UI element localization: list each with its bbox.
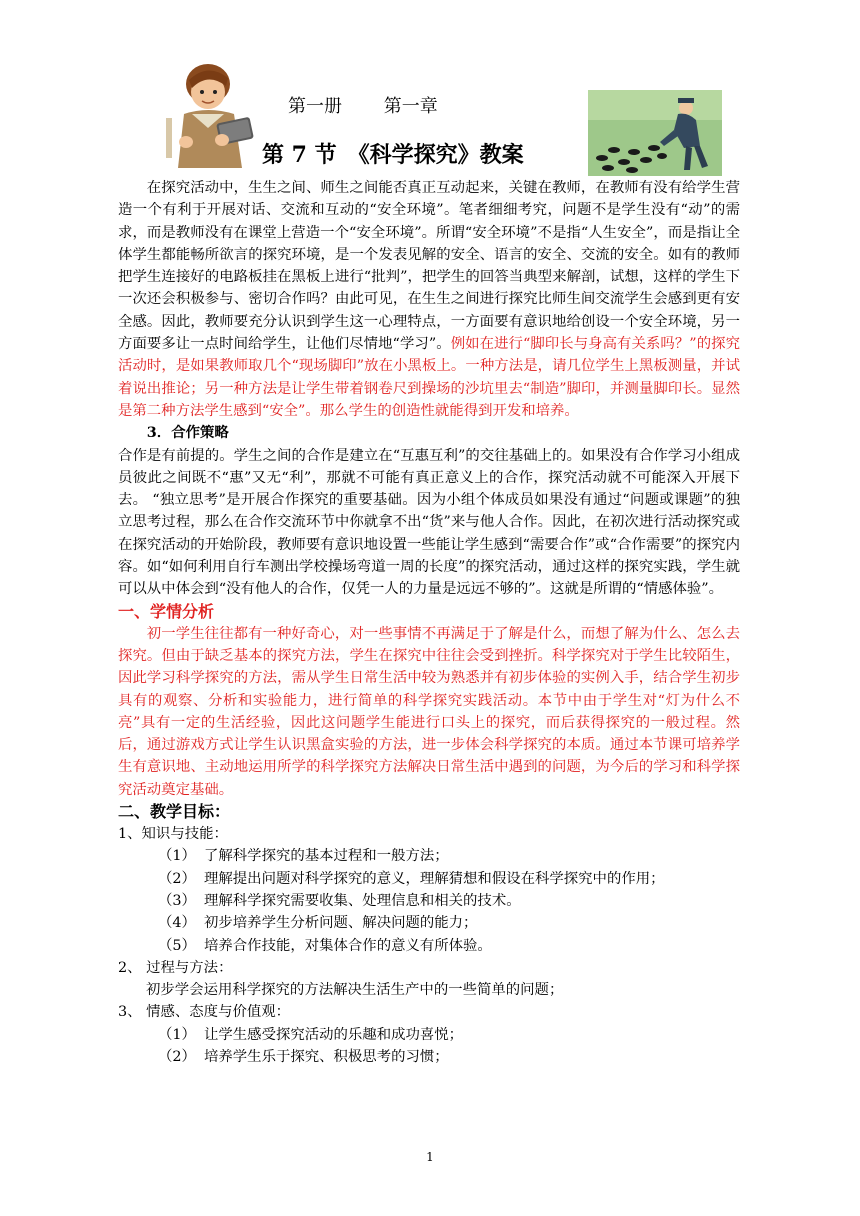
list-item: （1） 了解科学探究的基本过程和一般方法； — [158, 848, 449, 865]
intro-paragraph — [118, 177, 740, 422]
goal3-label: 3、 情感、态度与价值观： — [118, 1004, 291, 1021]
list-item: （4） 初步培养学生分析问题、解决问题的能力； — [158, 915, 478, 932]
list-item: （2） 培养学生乐于探究、积极思考的习惯； — [158, 1048, 449, 1065]
intro-red-text: 例如在进行“脚印长与身高有关系吗？”的探究活动时，是如果教师取几个“现场脚印”放在小黑板上。一种方法是，请几位学生上黑板测量，并试着说出推论；另一种方法是让学生带着钢卷尺到操场的沙坑里去“制造”脚印，并测量脚印长。显然是第二种方法学生感到“安全”。那么学生的创造性就能得到开发和培养。 — [118, 336, 740, 419]
section2-heading: 二、教学目标： — [118, 802, 231, 822]
man-examining-footprints-illustration — [588, 90, 722, 176]
page-title: 第 7 节 《科学探究》教案 — [262, 142, 524, 168]
list-item: （3） 理解科学探究需要收集、处理信息和相关的技术。 — [158, 892, 521, 909]
volume-label: 第一册 — [288, 96, 342, 117]
goal1-label: 1、知识与技能： — [118, 826, 228, 843]
page-number: 1 — [426, 1150, 434, 1164]
list-item: （5） 培养合作技能，对集体合作的意义有所体验。 — [158, 937, 492, 954]
goal2-label: 2、 过程与方法： — [118, 959, 233, 976]
list-item: （1） 让学生感受探究活动的乐趣和成功喜悦； — [158, 1026, 464, 1043]
cooperation-paragraph: 合作是有前提的。学生之间的合作是建立在“互惠互利”的交往基础上的。如果没有合作学习小组成员彼此之间既不“惠”又无“利”，那就不可能有真正意义上的合作，探究活动就不可能深入开展下去。 “独立思考”是开展合作探究的重要基础。因为小组个体成员如果没有通过“问题或课题”的独立思考过程，那么在合作交流环节中你就拿不出“货”来与他人合作。因此，在初次进行活动探究或在探究活动的开始阶段，教师要有意识地设置一些能让学生感到“需要合作”或“合作需要”的探究内容。如“如何利用自行车测出学校操场弯道一周的长度”的探究活动，通过这样的探究实践，学生就可以从中体会到“没有他人的合作，仅凭一人的力量是远远不够的”。这就是所谓的“情感体验”。 — [118, 447, 740, 598]
intro-black-text: 在探究活动中，生生之间、师生之间能否真正互动起来，关键在教师，在教师有没有给学生营造一个有利于开展对话、交流和互动的“安全环境”。笔者细细考究，问题不是学生没有“动”的需求，而是教师没有在课堂上营造一个“安全环境”。所谓“安全环境”不是指“人生安全”，而是指让全体学生都能畅所欲言的探究环境，是一个发表见解的安全、语言的安全、交流的安全。如有的教师把学生连接好的电路板挂在黑板上进行“批判”，把学生的回答当典型来解剖，试想，这样的学生下一次还会积极参与、密切合作吗？由此可见，在生生之间进行探究比师生间交流学生会感到更有安全感。因此，教师要充分认识到学生这一心理特点，一方面要有意识地给创设一个安全环境，另一方面要多让一点时间给学生，让他们尽情地“学习”。 — [118, 180, 740, 353]
cooperation-heading: 3．合作策略 — [146, 424, 229, 442]
chapter-label: 第一章 — [383, 96, 438, 117]
section1-heading: 一、学情分析 — [118, 601, 215, 621]
list-item: （2） 理解提出问题对科学探究的意义，理解猜想和假设在科学探究中的作用； — [158, 870, 665, 887]
volume-chapter-line — [288, 92, 438, 118]
boy-holding-book-illustration — [156, 58, 266, 176]
goal2-text: 初步学会运用科学探究的方法解决生活生产中的一些简单的问题； — [146, 982, 564, 999]
section1-paragraph: 初一学生往往都有一种好奇心，对一些事情不再满足于了解是什么，而想了解为什么、怎么去探究。但由于缺乏基本的探究方法，学生在探究中往往会受到挫折。科学探究对于学生比较陌生，因此学习科学探究的方法，需从学生日常生活中较为熟悉并有初步体验的实例入手，结合学生初步具有的观察、分析和实验能力，进行简单的科学探究实践活动。本节中由于学生对“灯为什么不亮”具有一定的生活经验，因此这问题学生能进行口头上的探究，而后获得探究的一般过程。然后，通过游戏方式让学生认识黑盒实验的方法，进一步体会科学探究的本质。通过本节课可培养学生有意识地、主动地运用所学的科学探究方法解决日常生活中遇到的问题，为今后的学习和科学探究活动奠定基础。 — [118, 625, 740, 798]
document-body — [118, 177, 740, 1068]
